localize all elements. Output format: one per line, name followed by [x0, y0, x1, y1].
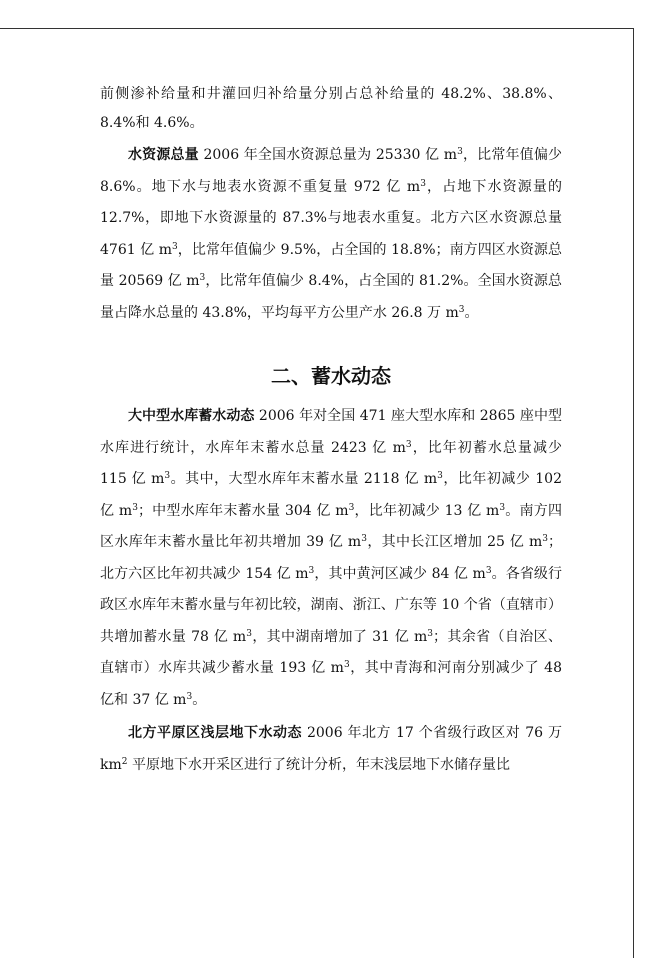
- text-span: 。: [464, 304, 479, 321]
- superscript: 3: [485, 565, 492, 576]
- document-body: [100, 80, 562, 781]
- text-span: ，比常年值偏少 9.5%，占全国的 18.8%；南方四区水资源总量 20569 亿 m: [100, 241, 562, 289]
- section-term: 北方平原区浅层地下水动态: [128, 725, 303, 741]
- superscript: 3: [246, 628, 252, 639]
- text-span: 2006 年北方 17 个省级行政区对 76 万 km: [100, 725, 562, 773]
- text-span: ，比常年值偏少 8.6%。地下水与地表水资源不重复量 972 亿 m: [100, 147, 563, 195]
- text-span: 前侧渗补给量和井灌回归补给量分别占总补给量的 48.2%、38.8%、8.4%和 4.6%。: [100, 86, 562, 131]
- superscript: 3: [437, 471, 443, 481]
- superscript: 3: [308, 565, 315, 576]
- superscript: 3: [186, 691, 193, 702]
- text-span: ，其中长江区增加 25 亿 m: [366, 534, 543, 550]
- text-span: 2006 年全国水资源总量为 25330 亿 m: [198, 147, 458, 163]
- superscript: 2: [121, 756, 128, 767]
- text-span: 。南方四区水库年末蓄水量比年初共增加 39 亿 m: [100, 502, 562, 550]
- superscript: 3: [420, 178, 426, 189]
- superscript: 3: [457, 147, 463, 157]
- text-span: 。其中，大型水库年末蓄水量 2118 亿 m: [170, 471, 438, 487]
- text-span: ，比年初减少 13 亿 m: [354, 502, 500, 519]
- superscript: 3: [542, 534, 548, 544]
- text-span: ，比年初减少 102 亿 m: [100, 471, 562, 519]
- superscript: 3: [499, 502, 506, 513]
- text-span: ，占地下水资源量的 12.7%，即地下水资源量的 87.3%与地表水重复。北方六区水资源总量 4761 亿 m: [100, 178, 562, 258]
- text-span: 。各省级行政区水库年末蓄水量与年初比较，湖南、浙江、广东等 10 个省（直辖市）共增加蓄水量 78 亿 m: [100, 565, 562, 645]
- text-span: ；其余省（自治区、直辖市）水库共减少蓄水量 193 亿 m: [100, 628, 562, 676]
- section-heading: 二、蓄水动态: [271, 364, 391, 388]
- superscript: 3: [361, 534, 367, 544]
- text-span: ；北方六区比年初共减少 154 亿 m: [100, 534, 562, 582]
- text-span: ，比常年值偏少 8.4%，占全国的 81.2%。全国水资源总量占降水总量的 43.8%，平均每平方公里产水 26.8 万 m: [100, 273, 562, 321]
- superscript: 3: [348, 502, 355, 513]
- superscript: 3: [405, 439, 412, 450]
- text-span: ，其中青海和河南分别减少了 48 亿和 37 亿 m: [100, 660, 562, 708]
- superscript: 3: [199, 273, 206, 283]
- superscript: 3: [164, 471, 171, 481]
- section-term: 水资源总量: [128, 147, 199, 163]
- paragraph-groundwater-dynamics: [100, 718, 562, 781]
- superscript: 3: [458, 304, 465, 315]
- text-span: ，其中黄河区减少 84 亿 m: [314, 565, 486, 582]
- superscript: 3: [427, 628, 433, 639]
- paragraph-reservoir-storage: [100, 401, 562, 716]
- superscript: 3: [171, 241, 178, 252]
- text-span: 平原地下水开采区进行了统计分析，年末浅层地下水储存量比: [127, 756, 510, 773]
- text-span: 2006 年对全国 471 座大型水库和 2865 座中型水库进行统计，水库年末蓄水总量 2423 亿 m: [100, 408, 562, 456]
- paragraph-total-water-resources: [100, 140, 562, 329]
- paragraph-recharge: [100, 80, 562, 138]
- text-span: ，比年初蓄水总量减少 115 亿 m: [100, 439, 563, 487]
- text-span: 。: [192, 691, 207, 708]
- superscript: 3: [132, 502, 138, 513]
- section-term: 大中型水库蓄水动态: [128, 408, 255, 424]
- text-span: ；中型水库年末蓄水量 304 亿 m: [137, 502, 349, 519]
- text-span: ，其中湖南增加了 31 亿 m: [251, 628, 428, 645]
- superscript: 3: [343, 660, 350, 670]
